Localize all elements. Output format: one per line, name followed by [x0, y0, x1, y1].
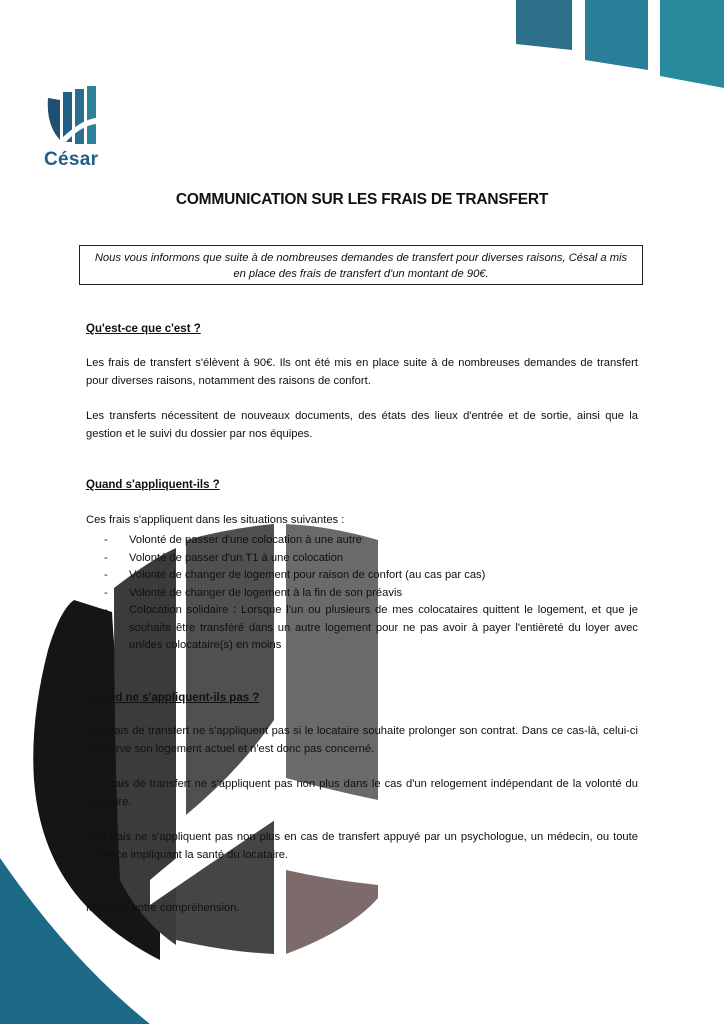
brand-logo-text: César: [44, 149, 99, 170]
list-item: - Colocation solidaire : Lorsque l'un ou plusieurs de mes colocataires quittent le logement, et que je souhaite être transféré dans un autre logement pour ne pas avoir à payer l'entièreté du loyer avec un/des colocataire(s) en moins: [104, 604, 638, 651]
logo-mark: [48, 86, 96, 144]
notice-box: Nous vous informons que suite à de nombreuses demandes de transfert pour diverses raisons, Césal a mis en place des frais de transfert d'un montant de 90€.: [79, 245, 643, 285]
page-title: COMMUNICATION SUR LES FRAIS DE TRANSFERT: [175, 191, 549, 208]
list-item-text: Volonté de changer de logement à la fin de son préavis: [129, 586, 403, 599]
paragraph: Ces frais ne s'appliquent pas non plus en cas de transfert appuyé par un psychologue, un médecin, ou toute instance impliquant la santé du locataire.: [86, 831, 638, 861]
paragraph: Ces frais s'appliquent dans les situations suivantes :: [86, 514, 345, 526]
paragraph: Les frais de transfert ne s'appliquent pas si le locataire souhaite prolonger son contrat. Dans ce cas-là, celui-ci conserve son logement actuel et n'est donc pas concerné.: [86, 725, 638, 755]
list-item-text: Volonté de changer de logement pour raison de confort (au cas par cas): [129, 569, 486, 581]
situations-list: [86, 532, 638, 655]
closing-text: Merci de votre compréhension.: [86, 902, 240, 914]
top-right-bars: [516, 0, 724, 88]
list-item-text: Colocation solidaire : Lorsque l'un ou plusieurs de mes colocataires quittent le logement, et que je souhaite être transféré dans un autre logement pour ne pas avoir à payer l'entièreté du loyer avec un/des colocataire(s) en moins: [129, 604, 638, 651]
section-heading-when: Quand s'appliquent-ils ?: [86, 479, 220, 491]
list-item: - Volonté de passer d'une colocation à une autre: [104, 534, 362, 546]
list-item-text: Volonté de passer d'un T1 à une colocation: [129, 551, 344, 564]
section-heading-what: Qu'est-ce que c'est ?: [86, 323, 201, 335]
list-item-text: Volonté de passer d'une colocation à une autre: [129, 534, 362, 546]
paragraph: Les frais de transfert ne s'appliquent pas non plus dans le cas d'un relogement indépendant de la volonté du locataire.: [86, 778, 638, 808]
list-item: - Volonté de changer de logement pour raison de confort (au cas par cas): [104, 569, 486, 581]
list-item: - Volonté de changer de logement à la fin de son préavis: [104, 586, 403, 599]
paragraph: Les frais de transfert s'élèvent à 90€. Ils ont été mis en place suite à de nombreuses demandes de transfert pour diverses raisons, notamment des raisons de confort.: [86, 357, 638, 387]
paragraph: Les transferts nécessitent de nouveaux documents, des états des lieux d'entrée et de sortie, ainsi que la gestion et le suivi du dossier par nos équipes.: [86, 410, 638, 440]
section-heading-when-not: Quand ne s'appliquent-ils pas ?: [86, 692, 260, 704]
list-item: - Volonté de passer d'un T1 à une colocation: [104, 551, 344, 564]
